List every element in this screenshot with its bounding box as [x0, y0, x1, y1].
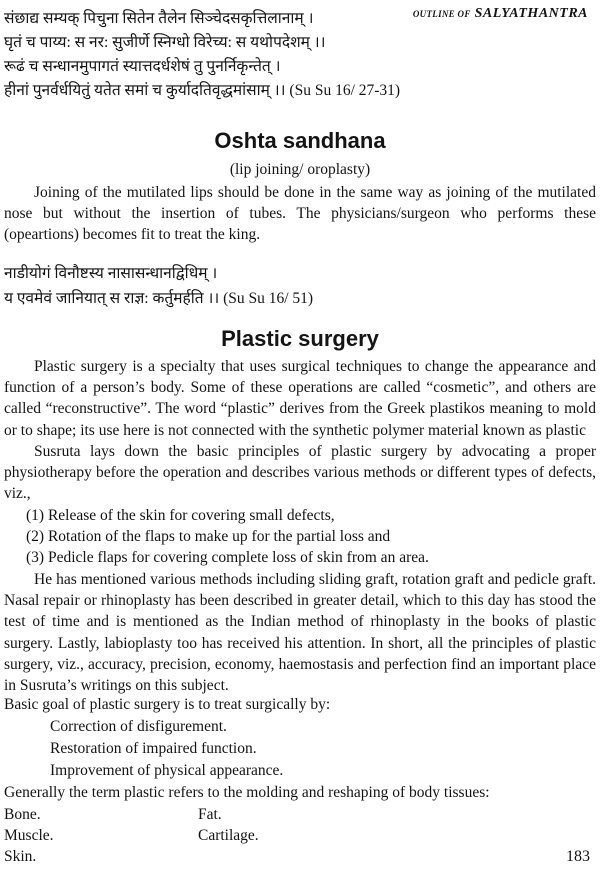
body-paragraph: Susruta lays down the basic principles of plastic surgery by advocating a proper physiotherapy before the operation and describes various methods or different types of defects, viz., — [4, 443, 596, 503]
body-paragraph: Plastic surgery is a specialty that uses surgical techniques to change the appearance and function of a person’s body. Some of these operations are called “cosmetic”, and others are called “reconstructive”. The word “plastic” derives from the Greek plastikos meaning to mold or to shape; its use here is not connected with the synthetic polymer material known as plastic — [4, 358, 596, 439]
running-header-title: SALYATHANTRA — [474, 6, 588, 21]
goal-item: Restoration of impaired function. — [50, 740, 257, 757]
tissue-item: Cartilage. — [198, 827, 259, 844]
verse-line: हीनां पुनर्वर्धयितुं यतेत समां च कुर्यादतिवृद्धमांसाम् ।। (Su Su 16/ 27-31) — [4, 82, 401, 99]
tissue-item: Fat. — [198, 806, 222, 823]
intro-line: Generally the term plastic refers to the molding and reshaping of body tissues: — [4, 784, 490, 801]
running-header — [413, 4, 588, 22]
list-item: (2) Rotation of the flaps to make up for the partial loss and — [26, 528, 391, 545]
section-subheading: (lip joining/ oroplasty) — [229, 161, 371, 178]
tissue-item: Bone. — [4, 806, 41, 823]
verse-line: रूढं च सन्धानमुपागतं स्यात्तदर्धशेषं तु पुनर्निकृन्तेत् । — [4, 58, 281, 75]
section-heading: Oshta sandhana — [214, 128, 386, 153]
verse-line: य एवमेवं जानियात् स राज्ञ: कर्तुमर्हति ।। (Su Su 16/ 51) — [4, 290, 314, 307]
tissue-item: Skin. — [4, 848, 37, 865]
intro-line: Basic goal of plastic surgery is to treat surgically by: — [4, 696, 331, 713]
running-header-prefix: OUTLINE OF — [412, 9, 471, 19]
page-number: 183 — [566, 848, 590, 865]
goal-item: Improvement of physical appearance. — [50, 762, 284, 779]
verse-line: संछाद्य सम्यक् पिचुना सितेन तैलेन सिञ्चेदसकृत्तिलानाम् । — [4, 10, 314, 27]
verse-line: घृतं च पाय्य: स नर: सुजीर्णे स्निग्धो विरेच्य: स यथोपदेशम् ।। — [4, 34, 326, 51]
verse-line: नाडीयोगं विनौष्टस्य नासासन्धानद्विधिम् । — [4, 265, 218, 282]
list-item: (1) Release of the skin for covering small defects, — [26, 507, 335, 524]
body-paragraph: He has mentioned various methods including sliding graft, rotation graft and pedicle graft. Nasal repair or rhinoplasty has been described in greater detail, which to this day has stood the test of time and is mentioned as the Indian method of rhinoplasty in the books of plastic surgery. Lastly, labioplasty too has received his attention. In short, all the principles of plastic surgery, viz., accuracy, precision, economy, haemostasis and perfection find an important place in Susruta’s writings on this subject. — [4, 571, 596, 695]
goal-item: Correction of disfigurement. — [50, 718, 227, 735]
section-heading: Plastic surgery — [221, 326, 379, 351]
list-item: (3) Pedicle flaps for covering complete loss of skin from an area. — [26, 549, 429, 566]
body-paragraph: Joining of the mutilated lips should be done in the same way as joining of the mutilated nose but without the insertion of tubes. The physicians/surgeon who performs these (opeartions) becomes fit to treat the king. — [4, 184, 596, 244]
tissue-item: Muscle. — [4, 827, 54, 844]
